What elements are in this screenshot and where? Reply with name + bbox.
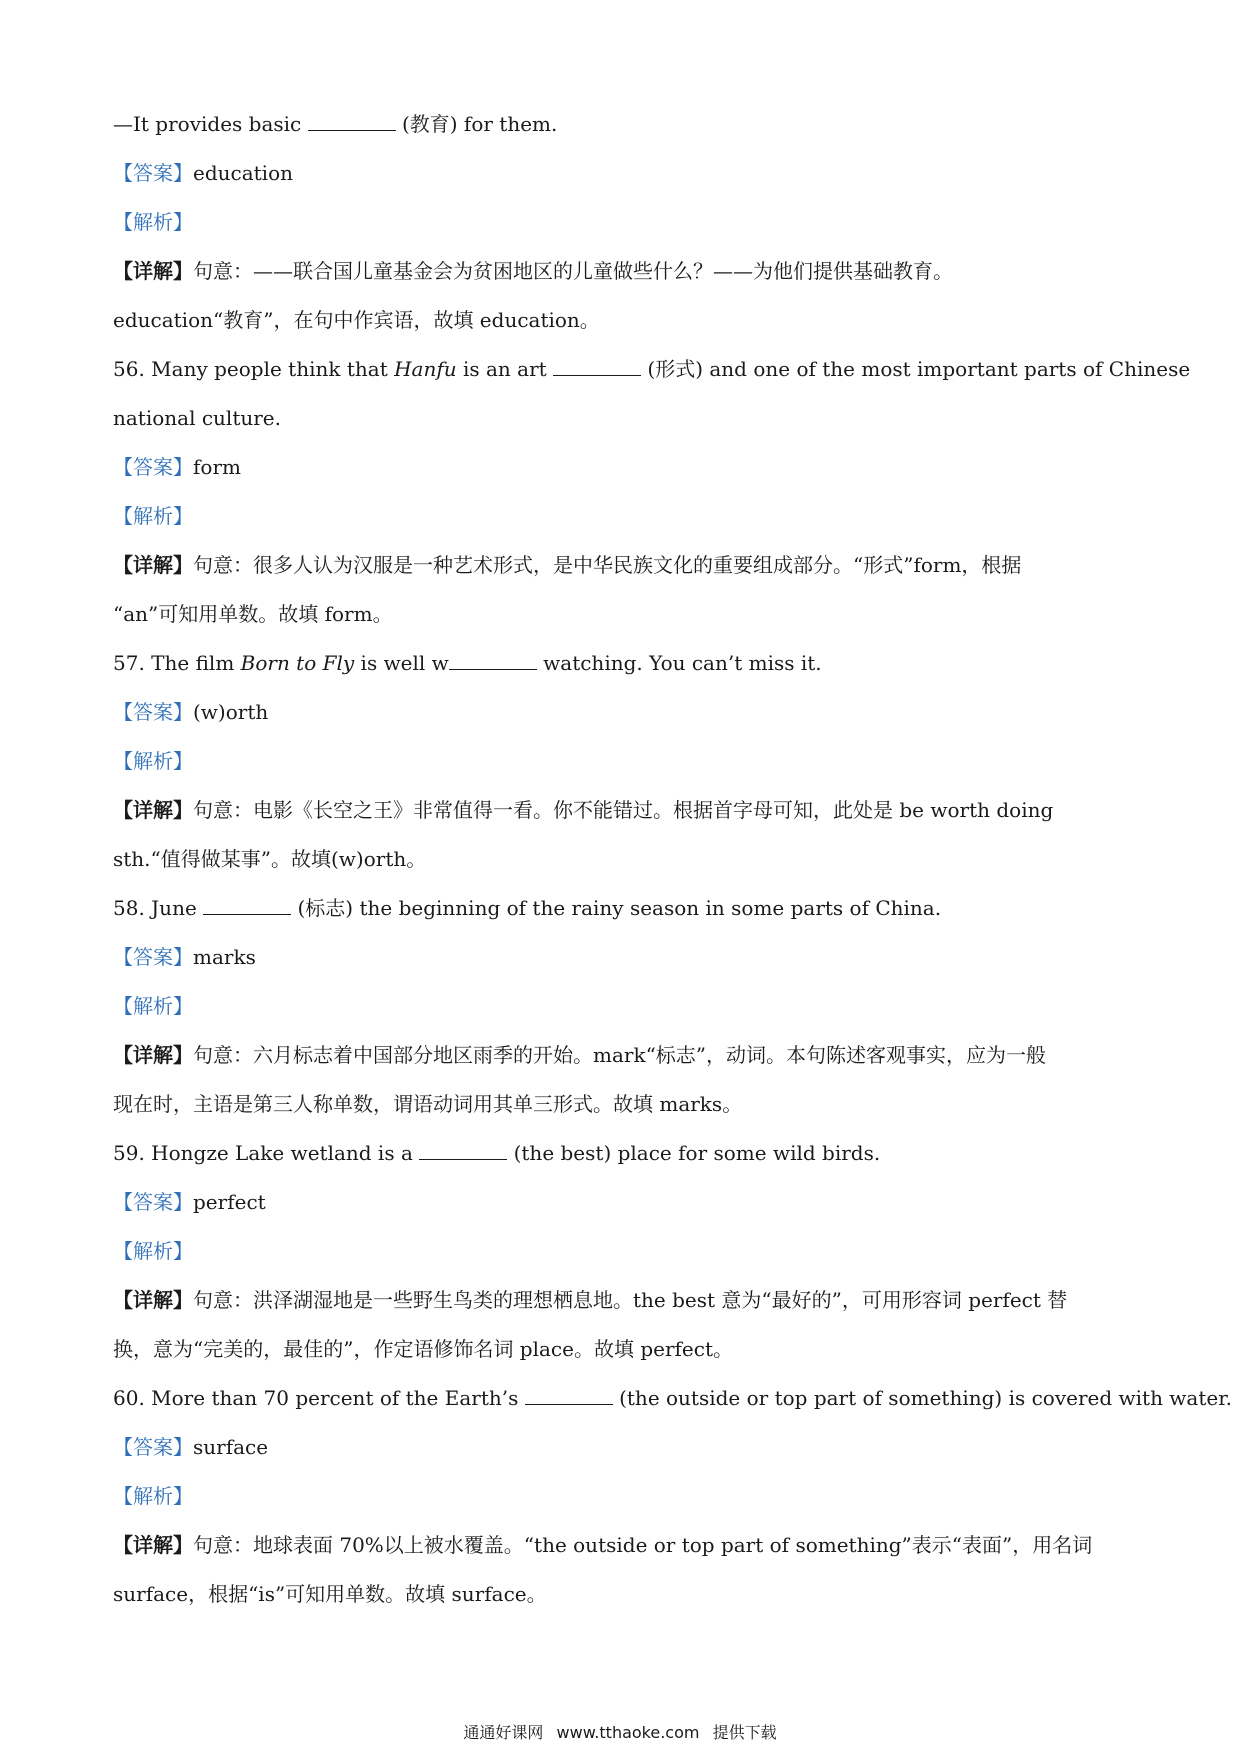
detail-text: sth.“值得做某事”。故填(w)orth。 <box>113 847 427 871</box>
analysis-59 <box>113 1227 1133 1276</box>
answer-57 <box>113 688 1133 737</box>
detail-59-line1 <box>113 1276 1133 1325</box>
detail-56-line2 <box>113 590 1133 639</box>
analysis-tag: 【解析】 <box>113 1484 193 1508</box>
analysis-55 <box>113 198 1133 247</box>
question-text: is an art <box>456 357 554 381</box>
question-56-line1 <box>113 345 1191 394</box>
answer-55 <box>113 149 1133 198</box>
detail-57-line1 <box>113 786 1133 835</box>
question-text: (the outside or top part of something) is covered with water. <box>612 1386 1232 1410</box>
answer-tag: 【答案】 <box>113 161 193 185</box>
detail-text: surface，根据“is”可知用单数。故填 surface。 <box>113 1582 547 1606</box>
detail-58-line1 <box>113 1031 1133 1080</box>
question-text: —It provides basic <box>113 112 308 136</box>
question-italic-term: Born to Fly <box>240 651 355 675</box>
detail-text: 现在时，主语是第三人称单数，谓语动词用其单三形式。故填 marks。 <box>113 1092 743 1116</box>
detail-text: 句意：电影《长空之王》非常值得一看。你不能错过。根据首字母可知，此处是 be worth doing <box>193 798 1054 822</box>
detail-text: education“教育”，在句中作宾语，故填 education。 <box>113 308 600 332</box>
detail-58-line2 <box>113 1080 1133 1129</box>
answer-text: (w)orth <box>193 700 269 724</box>
analysis-tag: 【解析】 <box>113 1239 193 1263</box>
answer-text: education <box>193 161 293 185</box>
detail-56-line1 <box>113 541 1133 590</box>
question-56-line2 <box>113 394 1133 443</box>
answer-tag: 【答案】 <box>113 455 193 479</box>
analysis-tag: 【解析】 <box>113 504 193 528</box>
answer-blank <box>308 114 396 131</box>
question-60-line <box>113 1374 1232 1423</box>
answer-blank <box>449 653 537 670</box>
page-footer <box>0 1720 1240 1743</box>
analysis-56 <box>113 492 1133 541</box>
answer-59 <box>113 1178 1133 1227</box>
analysis-tag: 【解析】 <box>113 210 193 234</box>
answer-blank <box>525 1388 613 1405</box>
answer-blank <box>419 1143 507 1160</box>
question-text: (教育) for them. <box>395 112 558 136</box>
question-italic-term: Hanfu <box>394 357 457 381</box>
answer-58 <box>113 933 1133 982</box>
question-text: 58. June <box>113 896 204 920</box>
question-text: (标志) the beginning of the rainy season in some parts of China. <box>291 896 942 920</box>
question-text: watching. You can’t miss it. <box>536 651 822 675</box>
answer-tag: 【答案】 <box>113 1435 193 1459</box>
question-text: 60. More than 70 percent of the Earth’s <box>113 1386 525 1410</box>
detail-57-line2 <box>113 835 1133 884</box>
analysis-60 <box>113 1472 1133 1521</box>
answer-blank <box>203 898 291 915</box>
detail-60-line2 <box>113 1570 1133 1619</box>
question-text: national culture. <box>113 406 281 430</box>
question-text: 59. Hongze Lake wetland is a <box>113 1141 420 1165</box>
answer-tag: 【答案】 <box>113 945 193 969</box>
question-text: (形式) and one of the most important parts of Chinese <box>641 357 1191 381</box>
answer-tag: 【答案】 <box>113 1190 193 1214</box>
question-text: is well w <box>354 651 449 675</box>
analysis-58 <box>113 982 1133 1031</box>
answer-text: marks <box>193 945 256 969</box>
detail-tag: 【详解】 <box>113 1288 193 1312</box>
answer-text: perfect <box>193 1190 266 1214</box>
answer-tag: 【答案】 <box>113 700 193 724</box>
detail-59-line2 <box>113 1325 1133 1374</box>
question-55-line <box>113 100 1133 149</box>
analysis-57 <box>113 737 1133 786</box>
question-text: 57. The film <box>113 651 241 675</box>
detail-tag: 【详解】 <box>113 1533 193 1557</box>
question-text: (the best) place for some wild birds. <box>507 1141 881 1165</box>
detail-text: 换，意为“完美的，最佳的”，作定语修饰名词 place。故填 perfect。 <box>113 1337 733 1361</box>
detail-text: 句意：六月标志着中国部分地区雨季的开始。mark“标志”，动词。本句陈述客观事实，应为一般 <box>193 1043 1047 1067</box>
detail-tag: 【详解】 <box>113 553 193 577</box>
detail-text: “an”可知用单数。故填 form。 <box>113 602 393 626</box>
answer-text: surface <box>193 1435 269 1459</box>
answer-text: form <box>193 455 241 479</box>
detail-60-line1 <box>113 1521 1133 1570</box>
detail-tag: 【详解】 <box>113 798 193 822</box>
document-content <box>113 100 1232 1619</box>
question-57-line <box>113 639 1133 688</box>
footer-suffix: 提供下载 <box>712 1723 777 1742</box>
detail-tag: 【详解】 <box>113 259 193 283</box>
detail-55-line2 <box>113 296 1133 345</box>
detail-text: 句意：——联合国儿童基金会为贫困地区的儿童做些什么？——为他们提供基础教育。 <box>193 259 953 283</box>
analysis-tag: 【解析】 <box>113 994 193 1018</box>
answer-60 <box>113 1423 1133 1472</box>
answer-56 <box>113 443 1133 492</box>
footer-site-name: 通通好课网 <box>463 1723 544 1742</box>
detail-tag: 【详解】 <box>113 1043 193 1067</box>
answer-blank <box>553 359 641 376</box>
question-58-line <box>113 884 1133 933</box>
analysis-tag: 【解析】 <box>113 749 193 773</box>
footer-url: www.tthaoke.com <box>556 1723 700 1742</box>
detail-text: 句意：很多人认为汉服是一种艺术形式，是中华民族文化的重要组成部分。“形式”form，根据 <box>193 553 1022 577</box>
detail-55-line1 <box>113 247 1133 296</box>
detail-text: 句意：洪泽湖湿地是一些野生鸟类的理想栖息地。the best 意为“最好的”，可用形容词 perfect 替 <box>193 1288 1068 1312</box>
question-59-line <box>113 1129 1133 1178</box>
detail-text: 句意：地球表面 70%以上被水覆盖。“the outside or top part of something”表示“表面”，用名词 <box>193 1533 1093 1557</box>
question-text: 56. Many people think that <box>113 357 395 381</box>
